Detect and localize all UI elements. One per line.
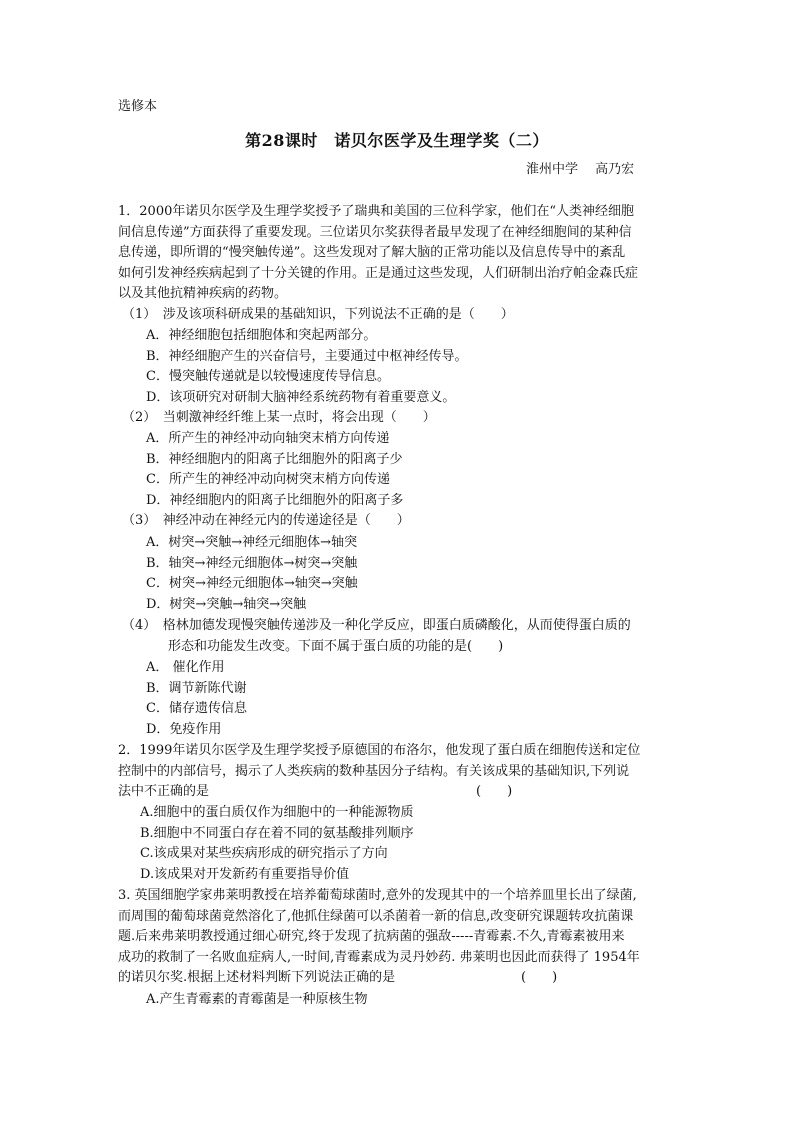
q2-stem (118, 741, 640, 803)
option-d: D．树突→突触→轴突→突触 (146, 596, 307, 612)
q3-answer-paren: ( ) (521, 970, 558, 985)
q1-sub4-stem-line1: （4） 格林加德发现慢突触传递涉及一种化学反应，即蛋白质磷酸化，从而使得蛋白质的 (122, 618, 631, 633)
q1-intro-line: 间信息传递”方面获得了重要发现。三位诺贝尔奖获得者最早发现了在神经细胞间的某种信 (118, 224, 632, 240)
q1-intro-line: 如何引发神经疾病起到了十分关键的作用。正是通过这些发现，人们研制出治疗帕金森氏症 (118, 265, 639, 281)
option-b: B．神经细胞内的阳离子比细胞外的阳离子少 (146, 451, 403, 467)
q1-sub3-options (146, 533, 358, 615)
q1-sub1-stem: （1） 涉及该项科研成果的基础知识，下列说法不正确的是（ ） (122, 307, 514, 322)
option-c: C.该成果对某些疾病形成的研究指示了方向 (140, 846, 388, 862)
q1-sub1-options (146, 326, 468, 408)
option-b: B．轴突→神经元细胞体→树突→突触 (146, 555, 358, 571)
q1-intro-line: 息传递，即所谓的“慢突触传递”。这些发现对了解大脑的正常功能以及信息传导中的紊乱 (118, 245, 626, 261)
q3-line: 的诺贝尔奖.根据上述材料判断下列说法正确的是 (118, 970, 396, 986)
lesson-title: 第28课时 诺贝尔医学及生理学奖（二） (245, 131, 549, 150)
q1-sub2-stem: （2） 当刺激神经纤维上某一点时，将会出现（ ） (122, 410, 436, 425)
q3-line: 而周围的葡萄球菌竟然溶化了,他抓住绿菌可以杀菌着一新的信息,改变研究课题转攻抗菌课 (118, 908, 634, 924)
q3-options (146, 990, 368, 1011)
option-a: A．树突→突触→神经元细胞体→轴突 (146, 535, 358, 550)
q1-sub4-stem-line2: 形态和功能发生改变。下面不属于蛋白质的功能的是( ) (168, 639, 504, 654)
option-b: B．调节新陈代谢 (146, 680, 247, 696)
option-a: A.产生青霉素的青霉菌是一种原核生物 (146, 992, 368, 1007)
q3-line: 3. 英国细胞学家弗莱明教授在培养葡萄球菌时,意外的发现其中的一个培养皿里长出了绿菌, (118, 888, 637, 903)
q2-line: 控制中的内部信号，揭示了人类疾病的数种基因分子结构。有关该成果的基础知识,下列说 (118, 763, 630, 779)
option-a: A． 催化作用 (146, 660, 225, 675)
q1-sub4-options (146, 658, 247, 740)
option-a: A.细胞中的蛋白质仅作为细胞中的一种能源物质 (140, 805, 414, 820)
q3-stem (118, 886, 640, 989)
option-d: D．神经细胞内的阳离子比细胞外的阳离子多 (146, 492, 404, 508)
option-d: D．该项研究对研制大脑神经系统药物有着重要意义。 (146, 389, 456, 405)
option-a: A．神经细胞包括细胞体和突起两部分。 (146, 328, 377, 343)
option-c: C．所产生的神经冲动向树突末梢方向传递 (146, 472, 390, 488)
q2-line: 法中不正确的是 (118, 784, 210, 800)
series-label: 选修本 (118, 99, 158, 114)
author-line: 淮州中学 高乃宏 (526, 162, 635, 177)
option-b: B.细胞中不同蛋白存在着不同的氨基酸排列顺序 (140, 825, 414, 841)
q2-answer-paren: ( ) (476, 784, 513, 799)
q2-options (140, 803, 414, 885)
q1-intro-line: 1．2000年诺贝尔医学及生理学奖授予了瑞典和美国的三位科学家，他们在“人类神经细胞 (118, 204, 635, 219)
option-a: A．所产生的神经冲动向轴突末梢方向传递 (146, 431, 390, 446)
option-c: C．慢突触传递就是以较慢速度传导信息。 (146, 369, 390, 385)
q1-intro-line: 以及其他抗精神疾病的药物。 (118, 286, 288, 302)
q2-line: 2．1999年诺贝尔医学及生理学奖授予原德国的布洛尔，他发现了蛋白质在细胞传送和定位 (118, 743, 641, 758)
option-b: B．神经细胞产生的兴奋信号，主要通过中枢神经传导。 (146, 348, 468, 364)
q1-sub3-stem: （3） 神经冲动在神经元内的传递途径是（ ） (122, 513, 410, 528)
option-c: C．储存遗传信息 (146, 701, 247, 717)
q3-line: 题.后来弗莱明教授通过细心研究,终于发现了抗病菌的强敌-----青霉素.不久,青霉素被用来 (118, 929, 625, 945)
option-c: C．树突→神经元细胞体→轴突→突触 (146, 576, 358, 592)
q3-line: 成功的救制了一名败血症病人,一时间,青霉素成为灵丹妙药. 弗莱明也因此而获得了 1954年 (118, 949, 640, 965)
option-d: D．免疫作用 (146, 721, 222, 737)
option-d: D.该成果对开发新药有重要指导价值 (140, 866, 350, 882)
q1-sub2-options (146, 429, 403, 511)
q1-intro (118, 202, 638, 305)
